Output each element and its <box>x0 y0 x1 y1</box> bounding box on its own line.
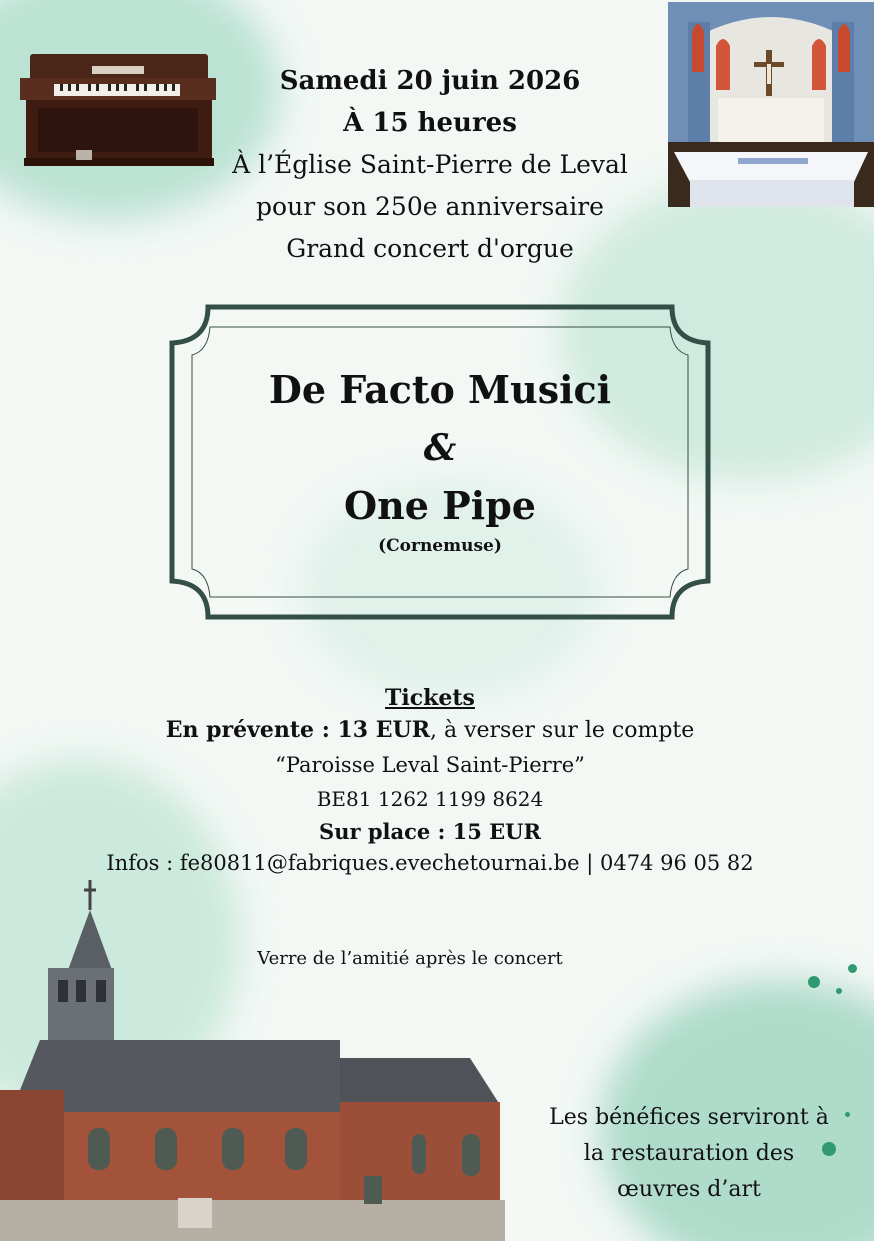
church-exterior-photo <box>0 880 505 1241</box>
church-interior-photo <box>668 2 874 207</box>
presale-price: En prévente : 13 EUR <box>165 717 430 743</box>
onsite-price: Sur place : 15 EUR <box>319 819 541 844</box>
event-occasion: pour son 250e anniversaire <box>256 192 604 221</box>
tickets-section <box>100 683 760 878</box>
iban: BE81 1262 1199 8624 <box>316 787 544 811</box>
account-name: “Paroisse Leval Saint-Pierre” <box>275 753 585 777</box>
benefit-note <box>540 1100 838 1208</box>
event-time: À 15 heures <box>343 108 517 138</box>
presale-line <box>100 713 760 748</box>
benefit-line-1: Les bénéfices serviront à <box>549 1105 829 1130</box>
event-header <box>200 60 660 270</box>
presale-instructions: , à verser sur le compte <box>430 718 695 743</box>
performer-secondary: One Pipe <box>344 483 536 528</box>
reception-note: Verre de l’amitié après le concert <box>257 948 563 969</box>
performer-primary: De Facto Musici <box>268 367 612 412</box>
event-date: Samedi 20 juin 2026 <box>279 66 581 96</box>
organ-photo <box>16 50 220 168</box>
paint-splatter <box>808 976 820 988</box>
event-venue: À l’Église Saint-Pierre de Leval <box>232 150 628 179</box>
tickets-heading: Tickets <box>385 685 475 711</box>
performer-secondary-note: (Cornemuse) <box>378 536 502 556</box>
ampersand: & <box>423 427 457 469</box>
benefit-line-2: la restauration des <box>583 1141 795 1166</box>
paint-splatter <box>836 988 842 994</box>
performers-frame <box>168 303 712 621</box>
benefit-line-3: œuvres d’art <box>617 1177 761 1202</box>
contact-info: Infos : fe80811@fabriques.evechetournai.be | 0474 96 05 82 <box>106 851 754 875</box>
paint-splatter <box>845 1112 850 1117</box>
paint-splatter <box>848 964 857 973</box>
event-title: Grand concert d'orgue <box>286 234 574 263</box>
